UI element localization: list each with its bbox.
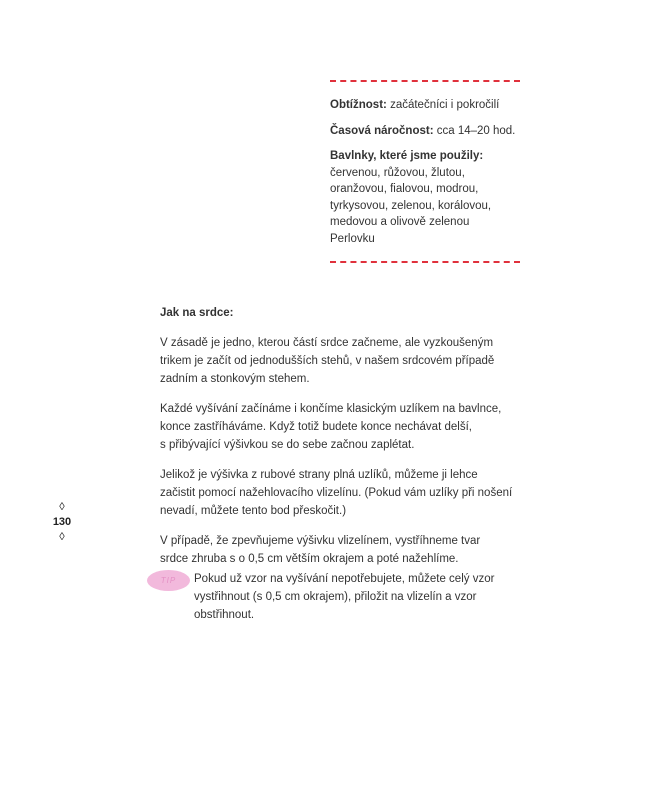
- paragraph-line: konce zastříháváme. Když totiž budete konce nechávat delší,: [160, 421, 472, 433]
- page-number: 130: [52, 516, 72, 528]
- threads-block: [330, 148, 520, 247]
- paragraph-line: Jelikož je výšivka z rubové strany plná uzlíků, můžeme ji lehce: [160, 469, 478, 481]
- section-heading: Jak na srdce:: [160, 307, 234, 319]
- time-value: cca 14–20 hod.: [436, 124, 516, 137]
- instructions: [160, 304, 525, 580]
- paragraph-line: zadním a stonkovým stehem.: [160, 373, 310, 385]
- tip-line: vystřihnout (s 0,5 cm okrajem), přiložit na vlizelín a vzor: [194, 591, 477, 603]
- paragraph-line: nevadí, můžete tento bod přeskočit.): [160, 505, 347, 517]
- threads-line: tyrkysovou, zelenou, korálovou,: [330, 199, 492, 212]
- difficulty-label: Obtížnost:: [330, 99, 387, 111]
- page-number-block: [46, 500, 78, 545]
- paragraph: [160, 400, 525, 454]
- threads-line: oranžovou, fialovou, modrou,: [330, 183, 479, 195]
- difficulty-line: [330, 97, 520, 114]
- tip-badge: TIP: [147, 570, 190, 591]
- threads-line: Perlovku: [330, 232, 375, 245]
- paragraph-line: V zásadě je jedno, kterou částí srdce začneme, ale vyzkoušeným: [160, 337, 494, 349]
- diamond-ornament-icon: ◊: [59, 501, 65, 513]
- threads-label: Bavlnky, které jsme použily:: [330, 150, 484, 162]
- info-box: [330, 80, 520, 263]
- difficulty-value: začátečníci i pokročilí: [390, 99, 500, 111]
- diamond-ornament-icon: ◊: [59, 531, 65, 543]
- time-label: Časová náročnost:: [330, 124, 434, 137]
- paragraph-line: srdce zhruba s o 0,5 cm větším okrajem a poté nažehlíme.: [160, 553, 459, 565]
- paragraph-line: Každé vyšívání začínáme i končíme klasickým uzlíkem na bavlnce,: [160, 403, 502, 415]
- paragraph-line: V případě, že zpevňujeme výšivku vlizelínem, vystříhneme tvar: [160, 535, 481, 547]
- info-content: [330, 82, 520, 261]
- threads-line: červenou, růžovou, žlutou,: [330, 166, 465, 179]
- paragraph: [160, 532, 525, 568]
- paragraph-line: s přibývající výšivkou se do sebe začnou zaplétat.: [160, 439, 415, 451]
- tip-line: Pokud už vzor na vyšívání nepotřebujete, můžete celý vzor: [194, 573, 495, 585]
- paragraph: [160, 334, 525, 388]
- bottom-dashed-divider: [330, 261, 520, 263]
- time-line: [330, 123, 520, 140]
- paragraph-line: trikem je začít od jednodušších stehů, v našem srdcovém případě: [160, 355, 495, 367]
- threads-line: medovou a olivově zelenou: [330, 216, 470, 228]
- paragraph: [160, 466, 525, 520]
- tip-line: obstřihnout.: [194, 609, 255, 621]
- paragraph-line: začistit pomocí nažehlovacího vlizelínu. (Pokud vám uzlíky při nošení: [160, 487, 513, 499]
- tip-text: [194, 570, 524, 624]
